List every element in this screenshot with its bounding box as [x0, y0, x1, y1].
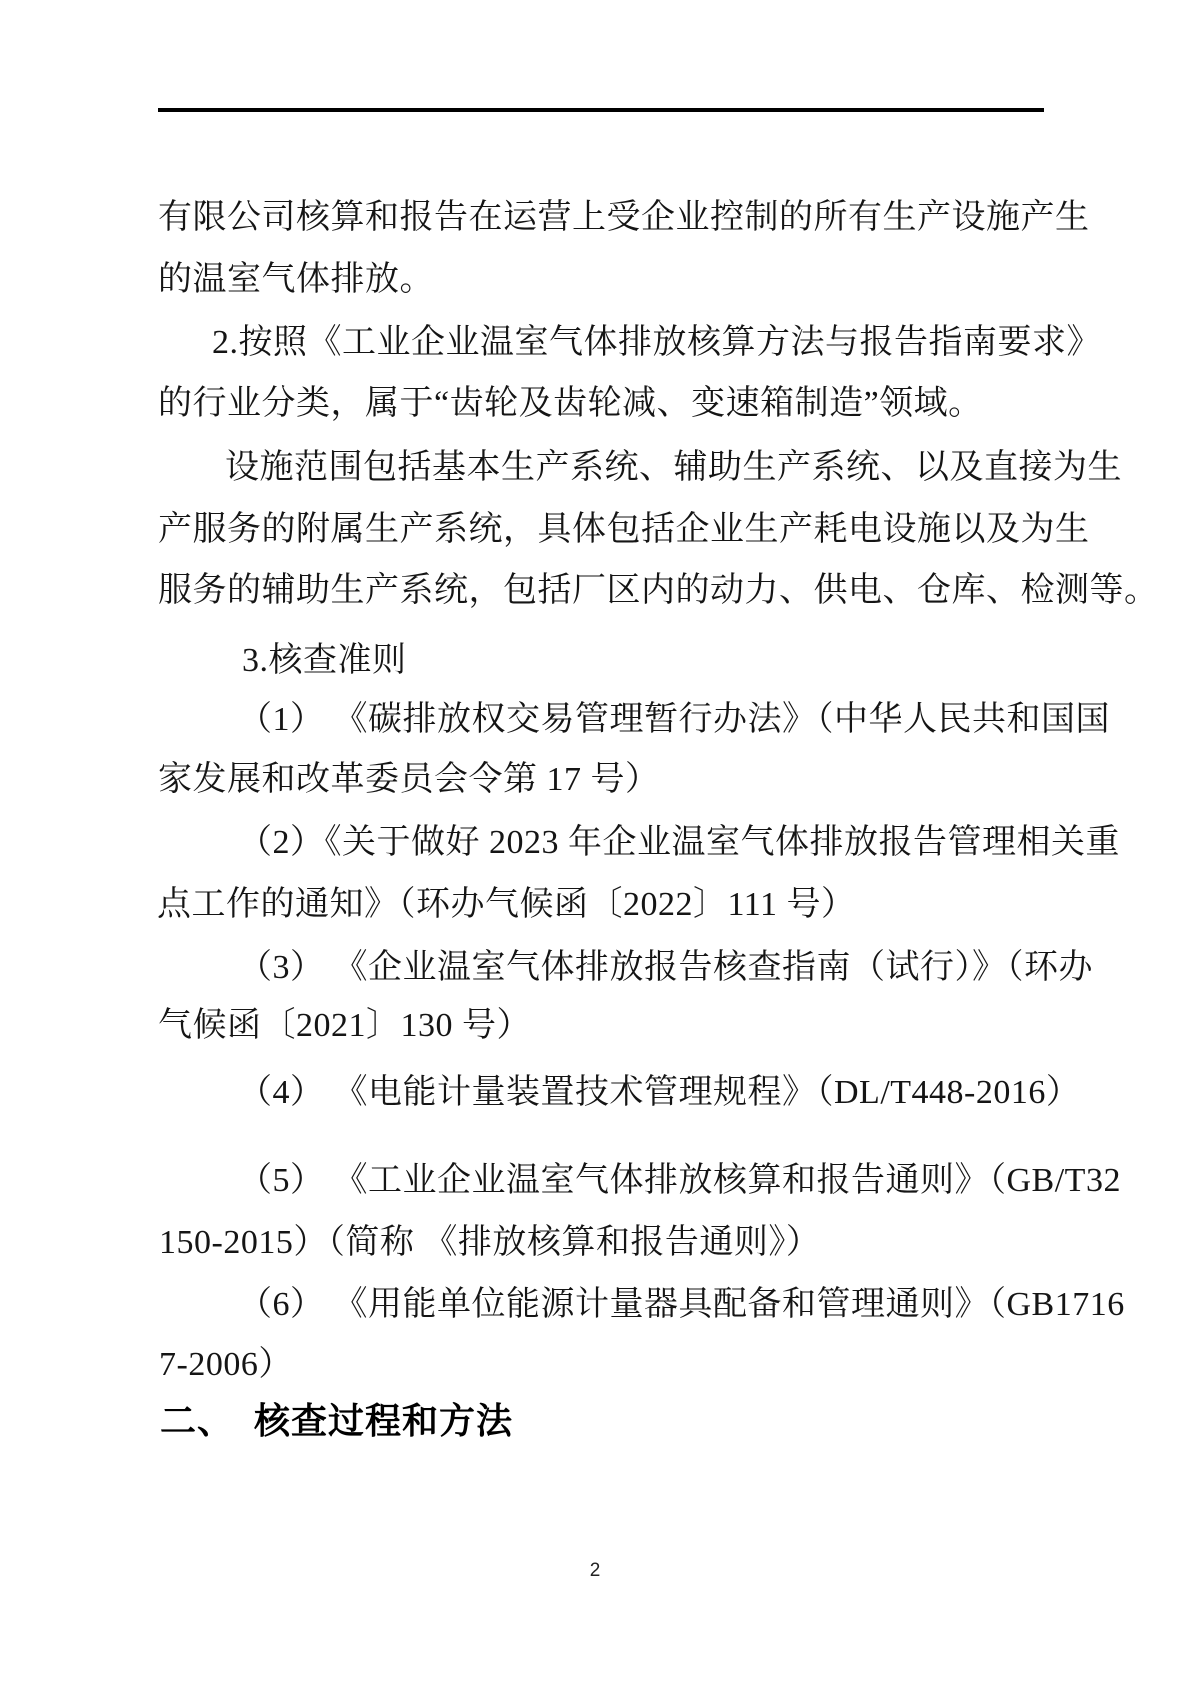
text-line: 7-2006） [159, 1346, 293, 1383]
text-line: 2.按照《工业企业温室气体排放核算方法与报告指南要求》 [212, 324, 1101, 361]
header-rule [158, 108, 1044, 112]
text-line: （3） 《企业温室气体排放报告核查指南（试行）》（环办 [238, 949, 1093, 986]
page-number: 2 [589, 1560, 601, 1581]
text-line: 的温室气体排放。 [158, 261, 434, 298]
text-line: （6） 《用能单位能源计量器具配备和管理通则》（GB1716 [238, 1286, 1125, 1323]
text-line: 点工作的通知》（环办气候函〔2022〕111 号） [157, 886, 856, 923]
section-heading: 二、 核查过程和方法 [160, 1401, 514, 1441]
text-line: 3.核查准则 [242, 642, 407, 679]
text-line: 有限公司核算和报告在运营上受企业控制的所有生产设施产生 [158, 199, 1090, 236]
text-line: 设施范围包括基本生产系统、辅助生产系统、以及直接为生 [225, 449, 1122, 486]
text-line: （5） 《工业企业温室气体排放核算和报告通则》（GB/T32 [238, 1162, 1121, 1199]
text-line: 150-2015）（简称 《排放核算和报告通则》） [159, 1224, 821, 1261]
text-line: 产服务的附属生产系统，具体包括企业生产耗电设施以及为生 [158, 511, 1090, 548]
text-line: 气候函〔2021〕130 号） [158, 1007, 531, 1044]
text-line: 的行业分类，属于“齿轮及齿轮减、变速箱制造”领域。 [158, 385, 983, 422]
text-line: （2）《关于做好 2023 年企业温室气体排放报告管理相关重 [238, 824, 1120, 861]
text-line: （4） 《电能计量装置技术管理规程》（DL/T448-2016） [238, 1074, 1081, 1111]
text-line: 服务的辅助生产系统，包括厂区内的动力、供电、仓库、检测等。 [158, 572, 1159, 609]
text-line: 家发展和改革委员会令第 17 号） [158, 761, 660, 798]
text-line: （1） 《碳排放权交易管理暂行办法》（中华人民共和国国 [238, 701, 1110, 738]
